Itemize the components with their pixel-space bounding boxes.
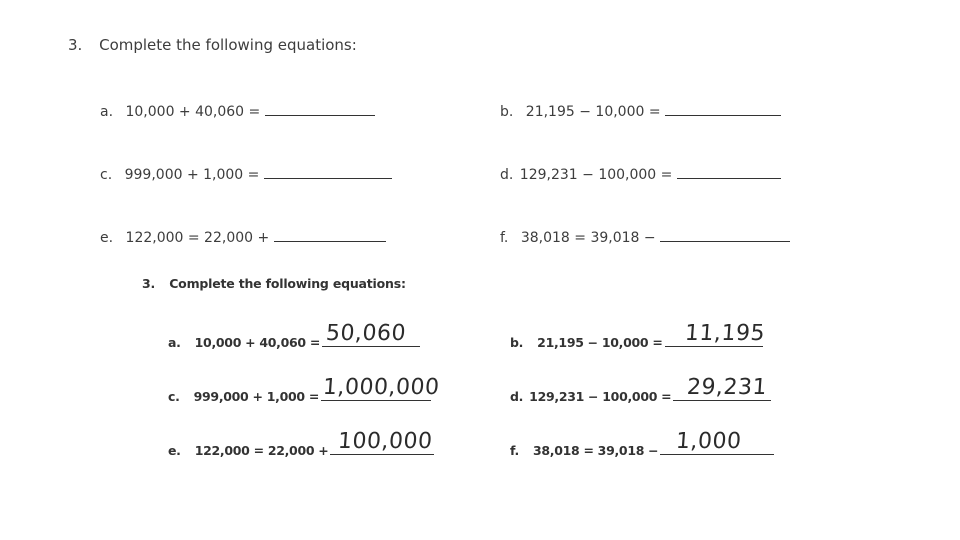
- item-expression: 10,000 + 40,060 =: [194, 335, 321, 350]
- item-expression: 122,000 = 22,000 +: [125, 230, 274, 246]
- answer-line[interactable]: [665, 321, 766, 347]
- item-letter: d.: [510, 389, 524, 404]
- top-item-d: [500, 166, 781, 183]
- bottom-item-d: [510, 375, 771, 404]
- top-item-a: [100, 103, 375, 120]
- item-expression: 38,018 = 39,018 −: [520, 230, 661, 246]
- answer-blank[interactable]: [274, 229, 386, 242]
- bottom-item-e: [168, 429, 434, 458]
- top-heading: [68, 36, 357, 54]
- answer-line[interactable]: [660, 429, 774, 455]
- item-letter: f.: [510, 443, 519, 458]
- item-expression: 21,195 − 10,000 =: [525, 104, 666, 120]
- answer-blank[interactable]: [665, 103, 781, 116]
- answer-line[interactable]: [321, 375, 441, 401]
- item-letter: b.: [500, 104, 514, 120]
- item-expression: 129,231 − 100,000 =: [519, 167, 677, 183]
- item-expression: 999,000 + 1,000 =: [193, 389, 320, 404]
- bottom-item-c: [168, 375, 441, 404]
- handwritten-answer: 1,000,000: [322, 375, 441, 400]
- top-question-number: 3.: [68, 36, 83, 54]
- item-expression: 122,000 = 22,000 +: [194, 443, 329, 458]
- handwritten-answer: 1,000: [675, 429, 743, 454]
- answer-line[interactable]: [322, 321, 420, 347]
- top-item-c: [100, 166, 392, 183]
- item-letter: e.: [168, 443, 181, 458]
- item-letter: c.: [100, 167, 113, 183]
- bottom-item-a: [168, 321, 420, 350]
- item-expression: 10,000 + 40,060 =: [125, 104, 265, 120]
- top-item-b: [500, 103, 781, 120]
- top-item-e: [100, 229, 386, 246]
- bottom-item-f: [510, 429, 774, 458]
- item-expression: 38,018 = 39,018 −: [532, 443, 659, 458]
- item-expression: 21,195 − 10,000 =: [537, 335, 663, 350]
- item-letter: a.: [100, 104, 114, 120]
- answer-blank[interactable]: [264, 166, 392, 179]
- top-question-title: Complete the following equations:: [99, 36, 357, 54]
- answer-blank[interactable]: [265, 103, 375, 116]
- bottom-item-b: [510, 321, 766, 350]
- item-letter: a.: [168, 335, 181, 350]
- item-expression: 999,000 + 1,000 =: [124, 167, 264, 183]
- top-item-f: [500, 229, 790, 246]
- bottom-question-title: Complete the following equations:: [169, 276, 406, 291]
- item-expression: 129,231 − 100,000 =: [529, 389, 672, 404]
- handwritten-answer: 11,195: [683, 321, 766, 346]
- bottom-question-number: 3.: [142, 276, 156, 291]
- answer-blank[interactable]: [660, 229, 790, 242]
- handwritten-answer: 50,060: [325, 321, 407, 346]
- handwritten-answer: 100,000: [337, 429, 434, 454]
- item-letter: d.: [500, 167, 514, 183]
- item-letter: e.: [100, 230, 114, 246]
- item-letter: c.: [168, 389, 180, 404]
- answer-line[interactable]: [673, 375, 771, 401]
- answer-blank[interactable]: [677, 166, 781, 179]
- item-letter: b.: [510, 335, 524, 350]
- item-letter: f.: [500, 230, 509, 246]
- bottom-heading: [142, 276, 406, 291]
- answer-line[interactable]: [330, 429, 434, 455]
- handwritten-answer: 29,231: [686, 375, 769, 400]
